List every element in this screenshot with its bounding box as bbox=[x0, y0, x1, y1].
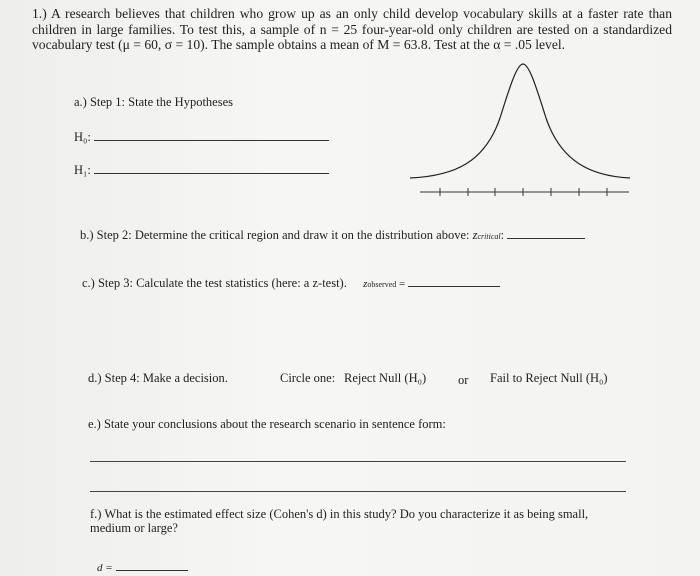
normal-distribution-curve bbox=[405, 58, 635, 204]
cohens-d-row bbox=[97, 560, 188, 575]
conclusion-line-1[interactable] bbox=[90, 461, 626, 462]
problem-number: 1.) bbox=[32, 6, 47, 21]
circle-one-label: Circle one: bbox=[280, 371, 336, 385]
problem-statement bbox=[32, 6, 672, 53]
step-f-label-line2: medium or large? bbox=[90, 521, 178, 535]
cohens-d-answer-blank[interactable] bbox=[116, 570, 188, 571]
step-b-row bbox=[80, 228, 585, 243]
z-critical-colon: : bbox=[500, 228, 505, 242]
reject-null-option[interactable]: Reject Null (H₀) bbox=[344, 371, 427, 385]
or-text: or bbox=[458, 373, 469, 387]
z-critical-sub: critical bbox=[477, 232, 501, 241]
z-observed-sub: observed bbox=[367, 280, 397, 289]
problem-text: A research believes that children who grow up as an only child develop vocabulary skills at a faster rate than children in large families. To test this, a sample of n = 25 four-year-old only children are tested on a standardized vocabulary test (μ = 60, σ = 10). The sample obtains a mean of M = 63.8. Test at the α = .05 level. bbox=[32, 6, 672, 52]
conclusion-line-2[interactable] bbox=[90, 491, 626, 492]
z-observed-var: z bbox=[363, 278, 368, 290]
cohens-d-label: d = bbox=[97, 562, 113, 574]
step-d-label: d.) Step 4: Make a decision. bbox=[88, 371, 228, 385]
step-e-label: e.) State your conclusions about the research scenario in sentence form: bbox=[88, 417, 446, 431]
z-critical-answer-blank[interactable] bbox=[507, 238, 585, 239]
fail-to-reject-option[interactable]: Fail to Reject Null (H₀) bbox=[490, 371, 608, 385]
h0-row bbox=[74, 130, 329, 145]
z-observed-equals: = bbox=[396, 278, 406, 290]
step-f-label-line1: f.) What is the estimated effect size (Cohen's d) in this study? Do you characterize it as being small, bbox=[90, 507, 589, 521]
step-c-row bbox=[82, 276, 500, 291]
h0-answer-blank[interactable] bbox=[94, 140, 329, 141]
h1-answer-blank[interactable] bbox=[94, 173, 329, 174]
step-a-label: a.) Step 1: State the Hypotheses bbox=[74, 95, 233, 109]
h0-label: H₀: bbox=[74, 130, 91, 144]
step-b-label: b.) Step 2: Determine the critical region and draw it on the distribution above: bbox=[80, 228, 470, 242]
step-c-label: c.) Step 3: Calculate the test statistics (here: a z-test). bbox=[82, 276, 347, 290]
z-critical-var: z bbox=[472, 228, 478, 242]
bell-curve-path bbox=[410, 64, 630, 178]
h1-row bbox=[74, 163, 329, 178]
z-observed-answer-blank[interactable] bbox=[408, 286, 500, 287]
h1-label: H₁: bbox=[74, 163, 91, 177]
